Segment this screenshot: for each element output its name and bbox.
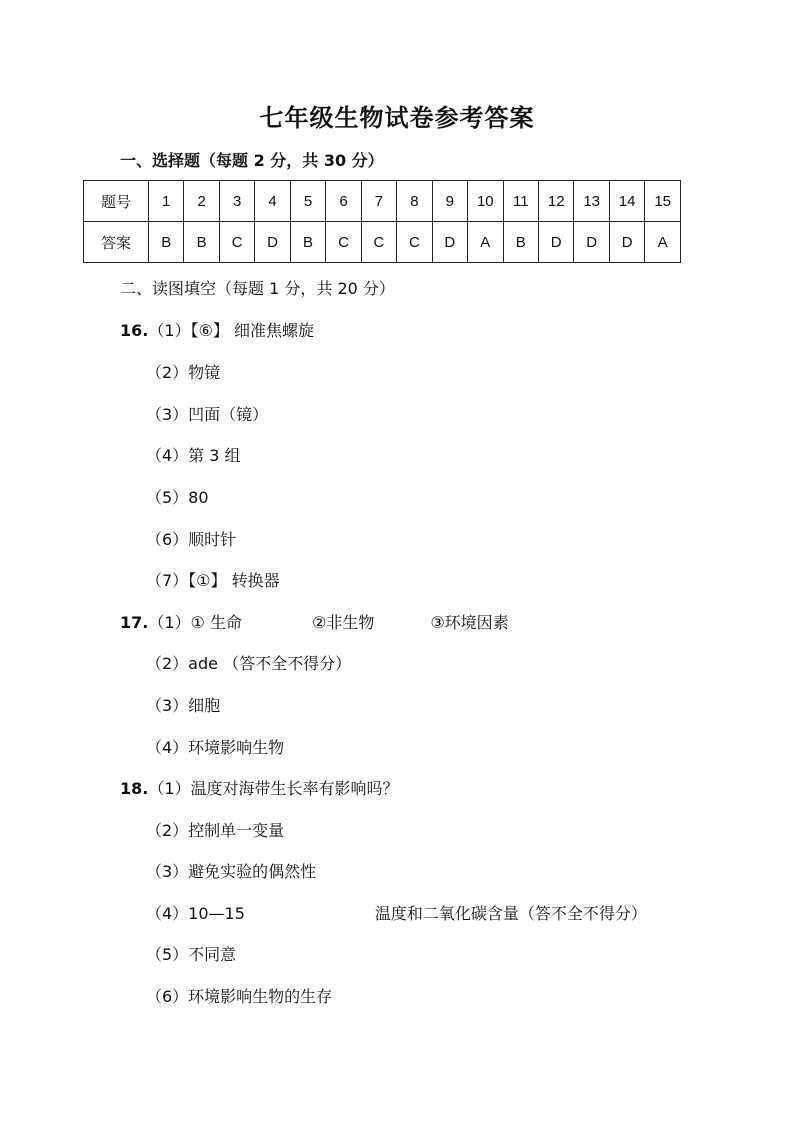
q17-answer-4: （4）环境影响生物	[146, 738, 285, 757]
table-row-numbers	[84, 181, 681, 222]
q17-line-1	[120, 610, 509, 633]
q18-answer-2: （2）控制单一变量	[146, 821, 285, 840]
q17-answer-2: （2）ade （答不全不得分）	[146, 654, 352, 673]
table-cell: B	[184, 222, 219, 263]
table-cell: 9	[432, 181, 467, 222]
table-cell: C	[219, 222, 254, 263]
table-cell: 1	[149, 181, 184, 222]
table-cell: 7	[361, 181, 396, 222]
q18-answer-1: （1）温度对海带生长率有影响吗？	[148, 779, 399, 798]
q16-answer-6: （6）顺时针	[146, 530, 237, 549]
table-row-answers	[84, 222, 681, 263]
section-choice-heading: 一、选择题（每题 2 分，共 30 分）	[120, 151, 384, 170]
q18-answer-4b: 温度和二氧化碳含量（答不全不得分）	[374, 904, 647, 923]
q16-number: 16.	[120, 321, 149, 340]
q17-answer-1c: ③环境因素	[430, 613, 509, 632]
table-cell: D	[538, 222, 573, 263]
q18-line-4	[146, 901, 647, 924]
table-cell: 6	[326, 181, 361, 222]
q18-number: 18.	[120, 779, 149, 798]
table-cell: 3	[219, 181, 254, 222]
q16-answer-1: （1）【⑥】 细准焦螺旋	[148, 321, 314, 340]
q16-answer-2: （2）物镜	[146, 363, 221, 382]
table-cell: 13	[574, 181, 609, 222]
table-cell: B	[503, 222, 538, 263]
q17-answer-3: （3）细胞	[146, 696, 221, 715]
q18-answer-6: （6）环境影响生物的生存	[146, 987, 333, 1006]
section-fill-heading: 二、读图填空（每题 1 分，共 20 分）	[120, 279, 395, 298]
q16-answer-7: （7）【①】 转换器	[146, 571, 280, 590]
table-cell: D	[574, 222, 609, 263]
table-cell: B	[149, 222, 184, 263]
table-cell: 5	[290, 181, 325, 222]
q16-line-1	[120, 318, 314, 341]
table-header-answer: 答案	[84, 222, 149, 263]
table-cell: 4	[255, 181, 290, 222]
page-title: 七年级生物试卷参考答案	[259, 103, 535, 132]
table-cell: D	[432, 222, 467, 263]
table-cell: B	[290, 222, 325, 263]
table-cell: C	[326, 222, 361, 263]
q18-answer-3: （3）避免实验的偶然性	[146, 862, 317, 881]
table-cell: 8	[397, 181, 432, 222]
table-cell: 14	[609, 181, 644, 222]
table-cell: 11	[503, 181, 538, 222]
table-cell: 12	[538, 181, 573, 222]
q17-answer-1b: ②非生物	[311, 613, 375, 632]
table-cell: 10	[468, 181, 503, 222]
q18-answer-5: （5）不同意	[146, 945, 237, 964]
q16-answer-4: （4）第 3 组	[146, 446, 241, 465]
table-cell: C	[397, 222, 432, 263]
answer-table	[83, 180, 681, 263]
q16-answer-5: （5）80	[146, 488, 209, 507]
table-cell: D	[609, 222, 644, 263]
table-cell: A	[468, 222, 503, 263]
table-cell: D	[255, 222, 290, 263]
table-header-number: 题号	[84, 181, 149, 222]
table-cell: A	[645, 222, 681, 263]
q17-number: 17.	[120, 613, 149, 632]
q16-answer-3: （3）凹面（镜）	[146, 405, 269, 424]
table-cell: 2	[184, 181, 219, 222]
table-cell: C	[361, 222, 396, 263]
q18-line-1	[120, 776, 399, 799]
q17-answer-1a: （1）① 生命	[148, 613, 242, 632]
q18-answer-4a: （4）10—15	[146, 904, 245, 923]
table-cell: 15	[645, 181, 681, 222]
